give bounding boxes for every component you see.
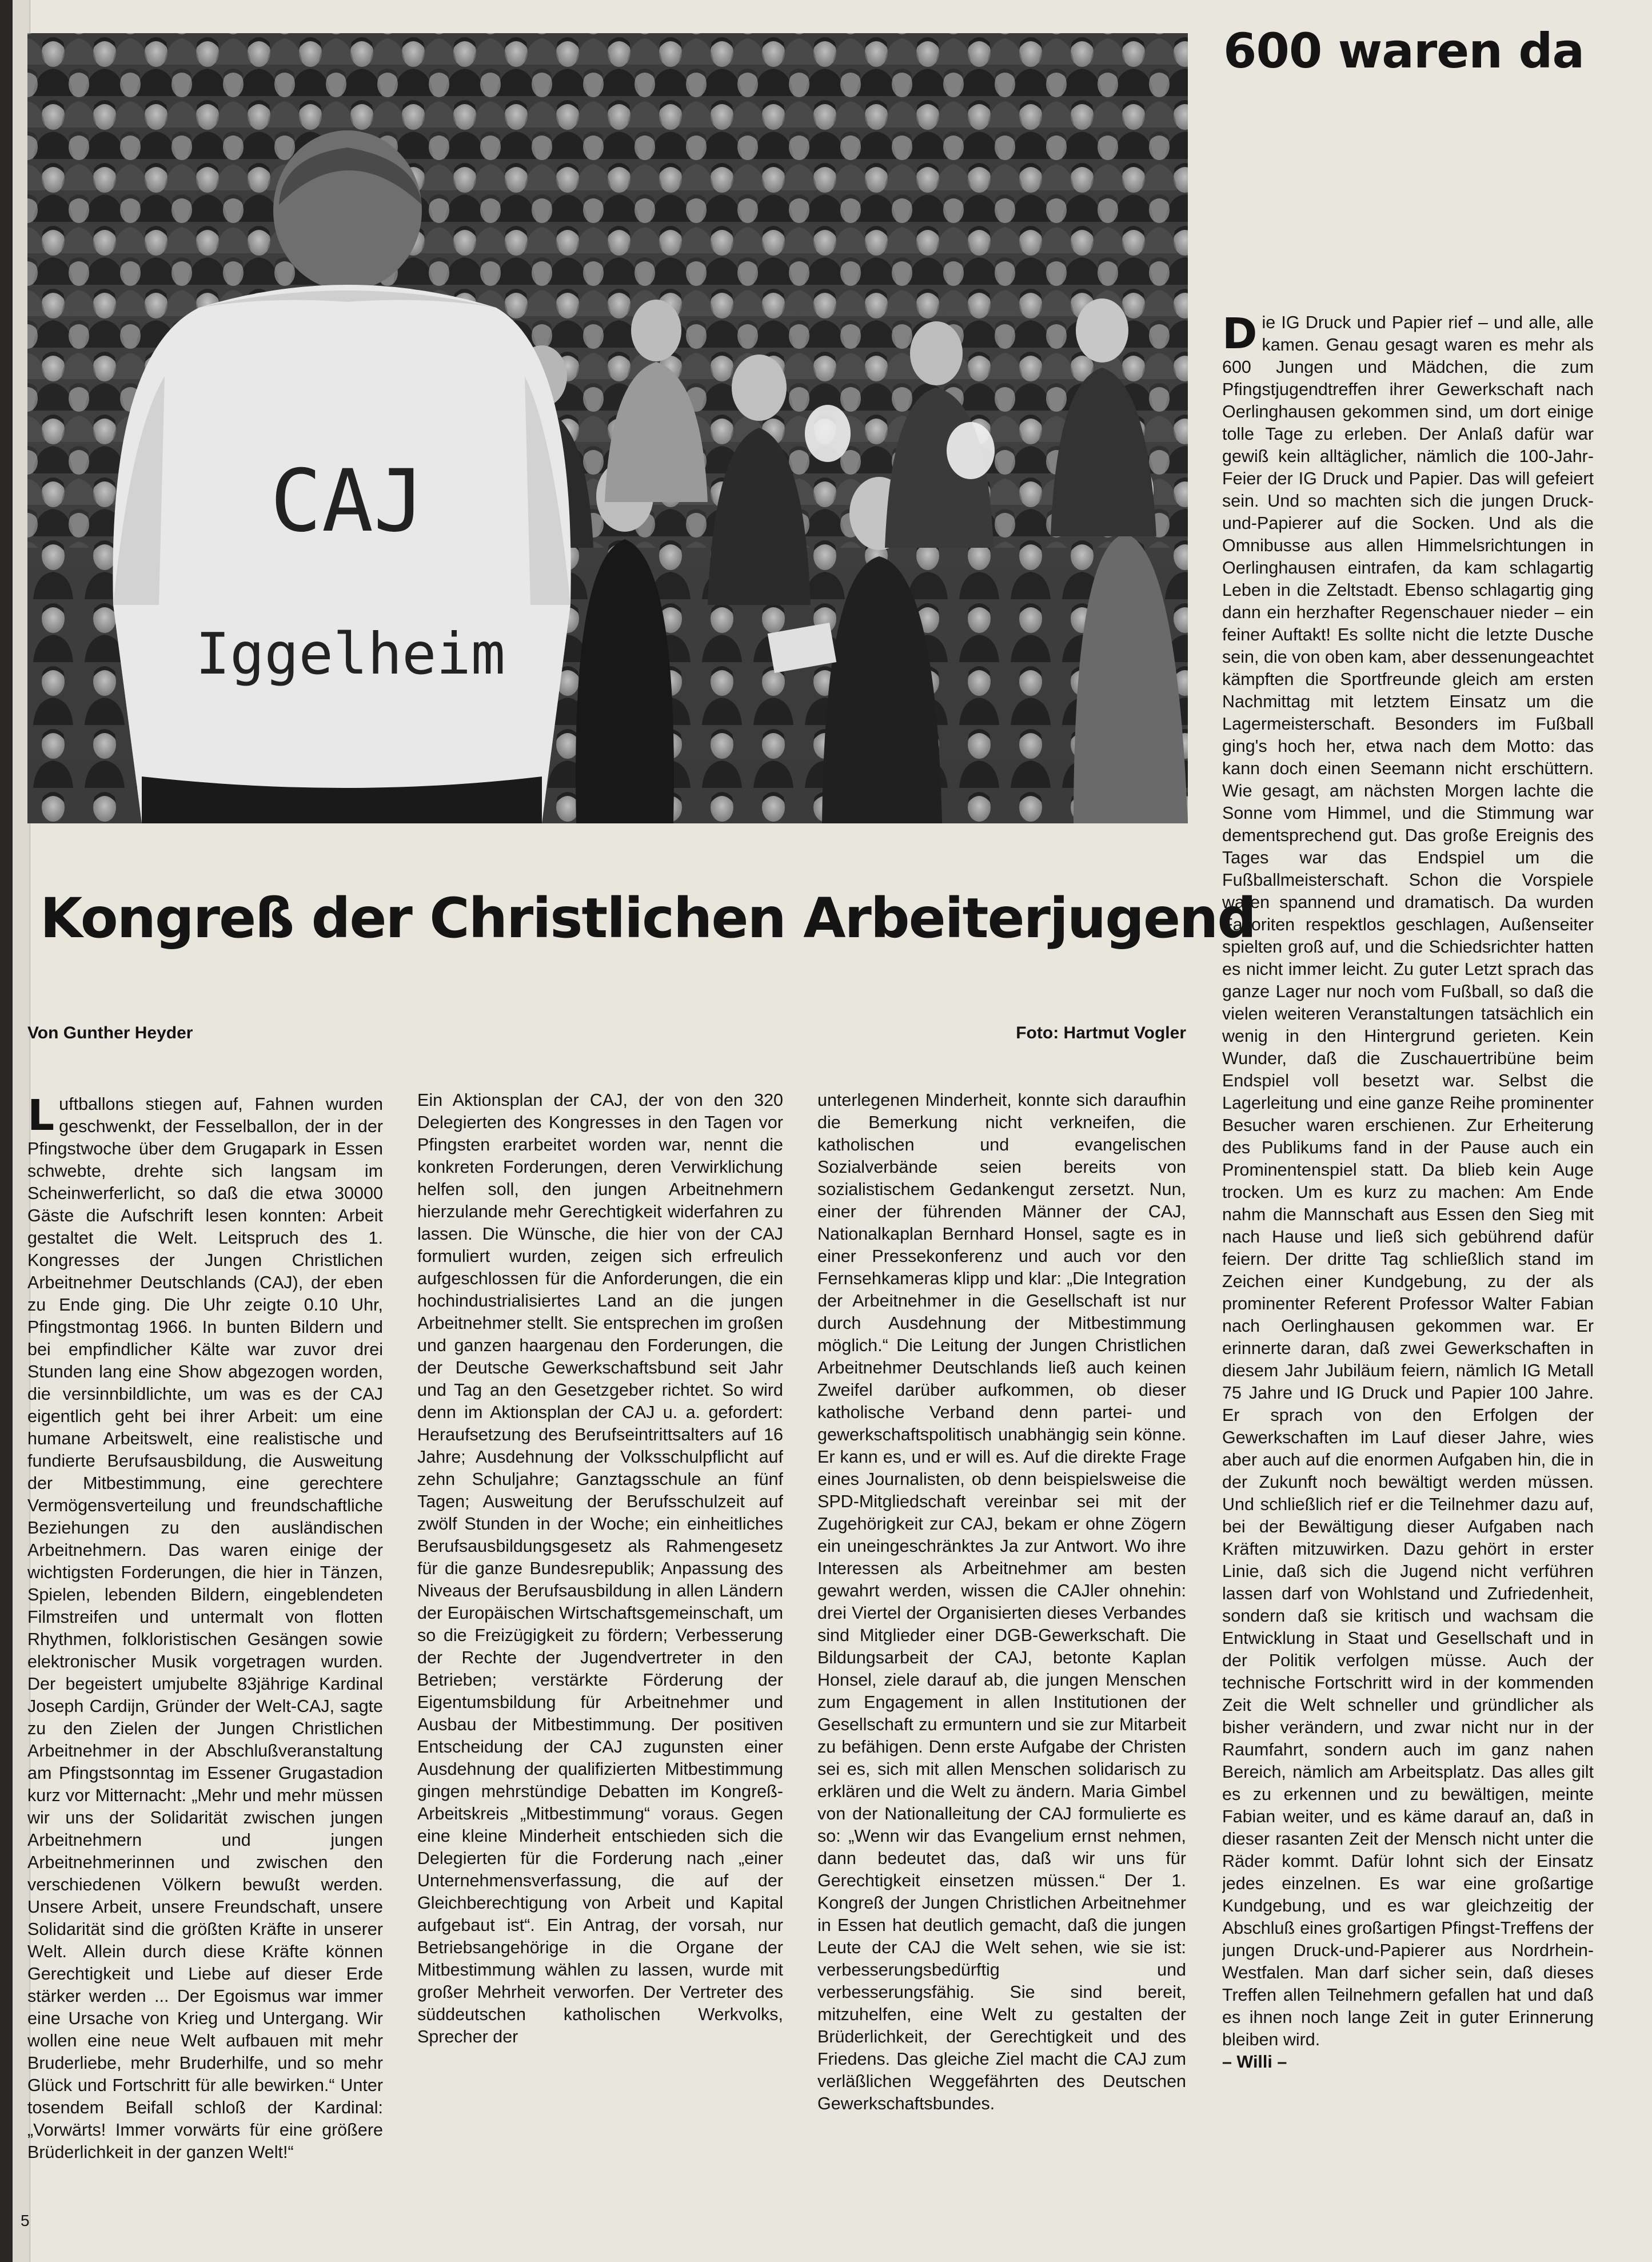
column-1-text: uftballons stiegen auf, Fahnen wurden geschwenkt, der Fesselballon, der in der Pfingstwoche über dem Grugapark in Essen schwebte, drehte sich langsam im Scheinwerferlicht, so daß die etwa 30000 Gäste die Aufschrift lesen konnten: Arbeit gestaltet die Welt. Leitspruch des 1. Kongresses der Jungen Christlichen Arbeitnehmer Deutschlands (CAJ), der eben zu Ende ging. Die Uhr zeigte 0.10 Uhr, Pfingstmontag 1966. In bunten Bildern und bei empfindlicher Kälte war zuvor drei Stunden lang eine Show abgezogen worden, die versinnbildlichte, um was es der CAJ eigentlich geht bei ihrer Arbeit: um eine humane Arbeitswelt, eine realistische und fundierte Berufsausbildung, die Ausweitung der Mitbestimmung, eine gerechtere Vermögensverteilung und freundschaftliche Beziehungen zu den ausländischen Arbeitnehmern. Das waren einige der wichtigsten Forderungen, die hier in Tänzen, Spielen, lebenden Bildern, eingeblendeten Filmstreifen und untermalt von flotten Rhythmen, folkloristischen Gesängen sowie elektronischer Musik vorgetragen wurden. Der begeistert umjubelte 83jährige Kardinal Joseph Cardijn, Gründer der Welt-CAJ, sagte zu den Zielen der Jungen Christlichen Arbeitnehmer in der Abschlußveranstaltung am Pfingstsonntag im Essener Grugastadion kurz vor Mitternacht: „Mehr und mehr müssen wir uns der Solidarität zwischen jungen Arbeitnehmern und jungen Arbeitnehmerinnen und zwischen den verschiedenen Völkern bewußt werden. Unsere Arbeit, unsere Freundschaft, unsere Solidarität sind die größten Kräfte in unserer Welt. Allein durch diese Kräfte können Gerechtigkeit und Liebe auf dieser Erde stärker werden ... Der Egoismus war immer eine Ursache von Krieg und Untergang. Wir wollen eine neue Welt aufbauen mit mehr Bruderliebe, mehr Bruderhilfe, und so mehr Glück und Fortschritt für alle bewirken.“ Unter tosendem Beifall schloß der Kardinal: „Vorwärts! Immer vorwärts für eine größere Brüderlichkeit in der ganzen Welt!“ [27,1094,383,2162]
photo-credit: Foto: Hartmut Vogler [1016,1024,1186,1042]
crowd-photo [27,33,1188,823]
headline-kongress: Kongreß der Christlichen Arbeiterjugend [40,886,1256,950]
article-column-2 [417,1089,783,2201]
byline: Von Gunther Heyder [27,1024,193,1042]
sidebar-article-text: ie IG Druck und Papier rief – und alle, alle kamen. Genau gesagt waren es mehr als 600 Jungen und Mädchen, die zum Pfingstjugendtreffen ihrer Gewerkschaft nach Oerlinghausen gekommen sind, um dort einige tolle Tage zu erleben. Der Anlaß dafür war gewiß kein alltäglicher, nämlich die 100-Jahr-Feier der IG Druck und Papier. Das will gefeiert sein. Und so machten sich die jungen Druck-und-Papierer auf die Socken. Und als die Omnibusse aus allen Himmelsrichtungen in Oerlinghausen eintrafen, da kam schlagartig Leben in die Zeltstadt. Ebenso schlagartig ging dann ein herzhafter Regenschauer nieder – ein feiner Auftakt! Es sollte nicht die letzte Dusche sein, die von oben kam, aber dessenungeachtet kämpften die Sportfreunde gleich am ersten Nachmittag mit letztem Einsatz um die Lagermeisterschaft. Besonders im Fußball ging's hoch her, etwa nach dem Motto: das kann doch einen Seemann nicht erschüttern. Wie gesagt, am nächsten Morgen lachte die Sonne vom Himmel, und die Stimmung war dementsprechend gut. Das große Ereignis des Tages war das Endspiel um die Fußballmeisterschaft. Schon die Vorspiele waren spannend und dramatisch. Da wurden Favoriten respektlos geschlagen, Außenseiter spielten groß auf, und die Schiedsrichter hatten es nicht immer leicht. Zu guter Letzt sprach das ganze Lager nur noch vom Fußball, so daß die vielen weiteren Veranstaltungen tatsächlich ein wenig in den Hintergrund gerieten. Kein Wunder, daß die Zuschauertribüne beim Endspiel voll besetzt war. Selbst die Lagerleitung und eine ganze Reihe prominenter Besucher waren erschienen. Zur Erheiterung des Publikums fand in der Pause auch ein Prominentenspiel statt. Da blieb kein Auge trocken. Um es kurz zu machen: Am Ende nahm die Mannschaft aus Essen den Sieg mit nach Hause und ließ sich gebührend dafür feiern. Der dritte Tag schließlich stand im Zeichen einer Kundgebung, zu der als prominenter Referent Professor Walter Fabian nach Oerlinghausen gekommen war. Er erinnerte daran, daß zwei Gewerkschaften in diesem Jahr Jubiläum feiern, nämlich IG Metall 75 Jahre und IG Druck und Papier 100 Jahre. Er sprach von den Erfolgen der Gewerkschaften im Lauf dieser Jahre, wies aber auch auf die enormen Aufgaben hin, die in der Zukunft noch bewältigt werden müssen. Und schließlich rief er die Teilnehmer dazu auf, bei der Bewältigung dieser Aufgaben nach Kräften mitzuwirken. Dazu gehört in erster Linie, daß sich die Jugend nicht verführen lassen darf von Wohlstand und Zufriedenheit, sondern daß sie kritisch und wachsam die Entwicklung in Staat und Gesellschaft und in der Politik verfolgen müsse. Auch der technische Fortschritt wird in der kommenden Zeit die Welt schneller und gründlicher als bisher verändern, und zwar nicht nur in der Raumfahrt, sondern auch im ganz nahen Bereich, nämlich am Arbeitsplatz. Das alles gilt es zu erkennen und zu bewältigen, meinte Fabian weiter, und es käme darauf an, daß in dieser rasanten Zeit der Mensch nicht unter die Räder kommt. Dafür lohnt sich der Einsatz jedes einzelnen. Es war eine großartige Kundgebung, und es war gleichzeitig der Abschluß eines großartigen Pfingst-Treffens der jungen Druck-und-Papierer aus Nordrhein-Westfalen. Man darf sicher sein, daß dieses Treffen allen Teilnehmern gefallen hat und daß es ihnen noch lange Zeit in guter Erinnerung bleiben wird. [1222,313,1594,2049]
jacket-text-caj: CAJ [270,452,425,551]
column-3-text: unterlegenen Minderheit, konnte sich daraufhin die Bemerkung nicht verkneifen, die katholischen und evangelischen Sozialverbände seien bereits von sozialistischem Gedankengut zersetzt. Nun, einer der führenden Männer der CAJ, Nationalkaplan Bernhard Honsel, sagte es in einer Pressekonferenz und auch vor den Fernsehkameras klipp und klar: „Die Integration der Arbeitnehmer in die Gesellschaft ist nur durch Ausdehnung der Mitbestimmung möglich.“ Die Leitung der Jungen Christlichen Arbeitnehmer Deutschlands ließ auch keinen Zweifel darüber aufkommen, ob dieser katholische Verband denn partei- und gewerkschaftspolitisch unabhängig sein könne. Er kann es, und er will es. Auf die direkte Frage eines Journalisten, ob denn beispielsweise die SPD-Mitgliedschaft vereinbar sei mit der Zugehörigkeit zur CAJ, bekam er ohne Zögern ein uneingeschränktes Ja zur Antwort. Wo ihre Interessen als Arbeitnehmer am besten gewahrt werden, wissen die CAJler ohnehin: drei Viertel der Organisierten dieses Verbandes sind Mitglieder einer DGB-Gewerkschaft. Die Bildungsarbeit der CAJ, betonte Kaplan Honsel, ziele darauf ab, die jungen Menschen zum Engagement in allen Institutionen der Gesellschaft zu ermuntern und sie zur Mitarbeit zu befähigen. Denn erste Aufgabe der Christen sei es, sich mit allen Menschen solidarisch zu erklären und die Welt zu ändern. Maria Gimbel von der Nationalleitung der CAJ formulierte es so: „Wenn wir das Evangelium ernst nehmen, dann bedeutet das, daß wir uns für Gerechtigkeit einsetzen müssen.“ Der 1. Kongreß der Jungen Christlichen Arbeitnehmer in Essen hat deutlich gemacht, daß die jungen Leute der CAJ die Welt sehen, wie sie ist: verbesserungsbedürftig und verbesserungsfähig. Sie sind bereit, mitzuhelfen, eine Welt zu gestalten der Brüderlichkeit, der Gerechtigkeit und des Friedens. Das gleiche Ziel macht die CAJ zum verläßlichen Weggefährten des Deutschen Gewerkschaftsbundes. [817,1090,1186,2113]
author-signoff: – Willi – [1222,2052,1287,2072]
sidebar-article-column [1222,312,1594,2156]
page-binding [0,0,13,2262]
dropcap-l: L [27,1093,55,1140]
column-2-text: Ein Aktionsplan der CAJ, der von den 320 Delegierten des Kongresses in den Tagen vor Pfingsten erarbeitet worden war, nennt die konkreten Forderungen, deren Verwirklichung helfen soll, den jungen Arbeitnehmern hierzulande mehr Gerechtigkeit widerfahren zu lassen. Die Wünsche, die hier von der CAJ formuliert wurden, zeigen sich erfreulich aufgeschlossen für die Anforderungen, die ein hochindustrialisiertes Land an die jungen Arbeitnehmer stellt. Sie entsprechen im großen und ganzen haargenau den Forderungen, die der Deutsche Gewerkschaftsbund seit Jahr und Tag an den Gesetzgeber richtet. So wird denn im Aktionsplan der CAJ u. a. gefordert: Heraufsetzung des Berufseintrittsalters auf 16 Jahre; Ausdehnung der Volksschulpflicht auf zehn Schuljahre; Ganztagsschule an fünf Tagen; Ausweitung der Berufsschulzeit auf zwölf Stunden in der Woche; ein einheitliches Berufsausbildungsgesetz als Rahmengesetz für die ganze Bundesrepublik; Anpassung des Niveaus der Berufsausbildung in allen Ländern der Europäischen Wirtschaftsgemeinschaft, um so die Freizügigkeit zu fördern; Verbesserung der Rechte der Jugendvertreter in den Betrieben; verstärkte Förderung der Eigentumsbildung für Arbeitnehmer und Ausbau der Mitbestimmung. Der positiven Entscheidung der CAJ zugunsten einer Ausdehnung der qualifizierten Mitbestimmung gingen mehrstündige Debatten im Kongreß-Arbeitskreis „Mitbestimmung“ voraus. Gegen eine kleine Minderheit entschieden sich die Delegierten für die Forderung nach „einer Unternehmensverfassung, die auf der Gleichberechtigung von Arbeit und Kapital aufgebaut ist“. Ein Antrag, der vorsah, nur Betriebsangehörige in die Organe der Mitbestimmung wählen zu lassen, wurde mit großer Mehrheit verworfen. Der Vertreter des süddeutschen katholischen Werkvolks, Sprecher der [417,1090,783,2046]
dropcap-d: D [1222,312,1258,359]
jacket-text-town: Iggelheim [195,620,505,687]
article-column-3 [817,1089,1186,2201]
article-column-1 [27,1093,383,2197]
page-number: 5 [21,2212,30,2229]
crowd-photo-image [27,33,1188,823]
headline-600-waren-da: 600 waren da [1223,23,1585,79]
